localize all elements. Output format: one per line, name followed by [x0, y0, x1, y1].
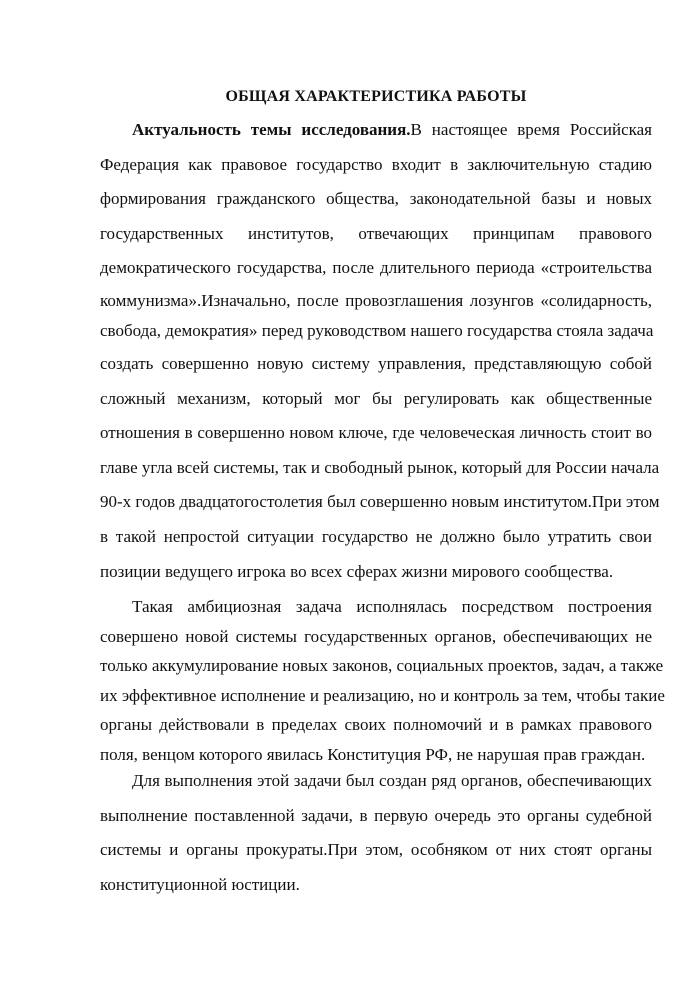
section-lead: Актуальность темы исследования.: [132, 120, 411, 139]
paragraph-line: 90-х годов двадцатогостолетия был совершенно новым институтом.При этом: [100, 492, 660, 512]
paragraph-line: в такой непростой ситуации государство не должно было утратить свои: [100, 526, 652, 546]
paragraph-line: отношения в совершенно новом ключе, где человеческая личность стоит во: [100, 423, 652, 443]
paragraph-line: сложный механизм, который мог бы регулировать как общественные: [100, 388, 652, 408]
paragraph-line: выполнение поставленной задачи, в первую очередь это органы судебной: [100, 805, 652, 825]
paragraph-bodies: [100, 764, 652, 902]
paragraph-relevance: [100, 113, 660, 589]
paragraph-line: позиции ведущего игрока во всех сферах жизни мирового сообщества.: [100, 561, 614, 581]
paragraph-line: [100, 113, 652, 148]
paragraph-line: Федерация как правовое государство входит в заключительную стадию: [100, 154, 652, 174]
paragraph-line: органы действовали в пределах своих полномочий и в рамках правового: [100, 715, 652, 734]
paragraph-task: [100, 592, 665, 769]
paragraph-line: Такая амбициозная задача исполнялась посредством построения: [132, 597, 652, 616]
paragraph-line: поля, венцом которого явилась Конституция РФ, не нарушая прав граждан.: [100, 744, 646, 764]
paragraph-line: Для выполнения этой задачи был создан ряд органов, обеспечивающих: [132, 771, 652, 790]
paragraph-line: конституционной юстиции.: [100, 874, 300, 894]
paragraph-line: демократического государства, после длительного периода «строительства: [100, 258, 652, 278]
paragraph-line: совершено новой системы государственных органов, обеспечивающих не: [100, 626, 652, 646]
paragraph-line: их эффективное исполнение и реализацию, но и контроль за тем, чтобы такие: [100, 685, 665, 705]
line-text: В настоящее время Российская: [410, 120, 652, 139]
paragraph-line: системы и органы прокураты.При этом, особняком от них стоят органы: [100, 840, 652, 860]
paragraph-line: государственных институтов, отвечающих принципам правового: [100, 223, 652, 243]
paragraph-line: формирования гражданского общества, законодательной базы и новых: [100, 189, 652, 209]
document-title: ОБЩАЯ ХАРАКТЕРИСТИКА РАБОТЫ: [225, 88, 527, 105]
paragraph-line: главе угла всей системы, так и свободный рынок, который для России начала: [100, 457, 660, 477]
paragraph-line: создать совершенно новую систему управления, представляющую собой: [100, 353, 652, 373]
paragraph-line: только аккумулирование новых законов, социальных проектов, задач, а также: [100, 656, 664, 675]
paragraph-line: коммунизма».Изначально, после провозглашения лозунгов «солидарность,: [100, 290, 652, 310]
paragraph-line: свобода, демократия» перед руководством нашего государства стояла задача: [100, 321, 654, 341]
